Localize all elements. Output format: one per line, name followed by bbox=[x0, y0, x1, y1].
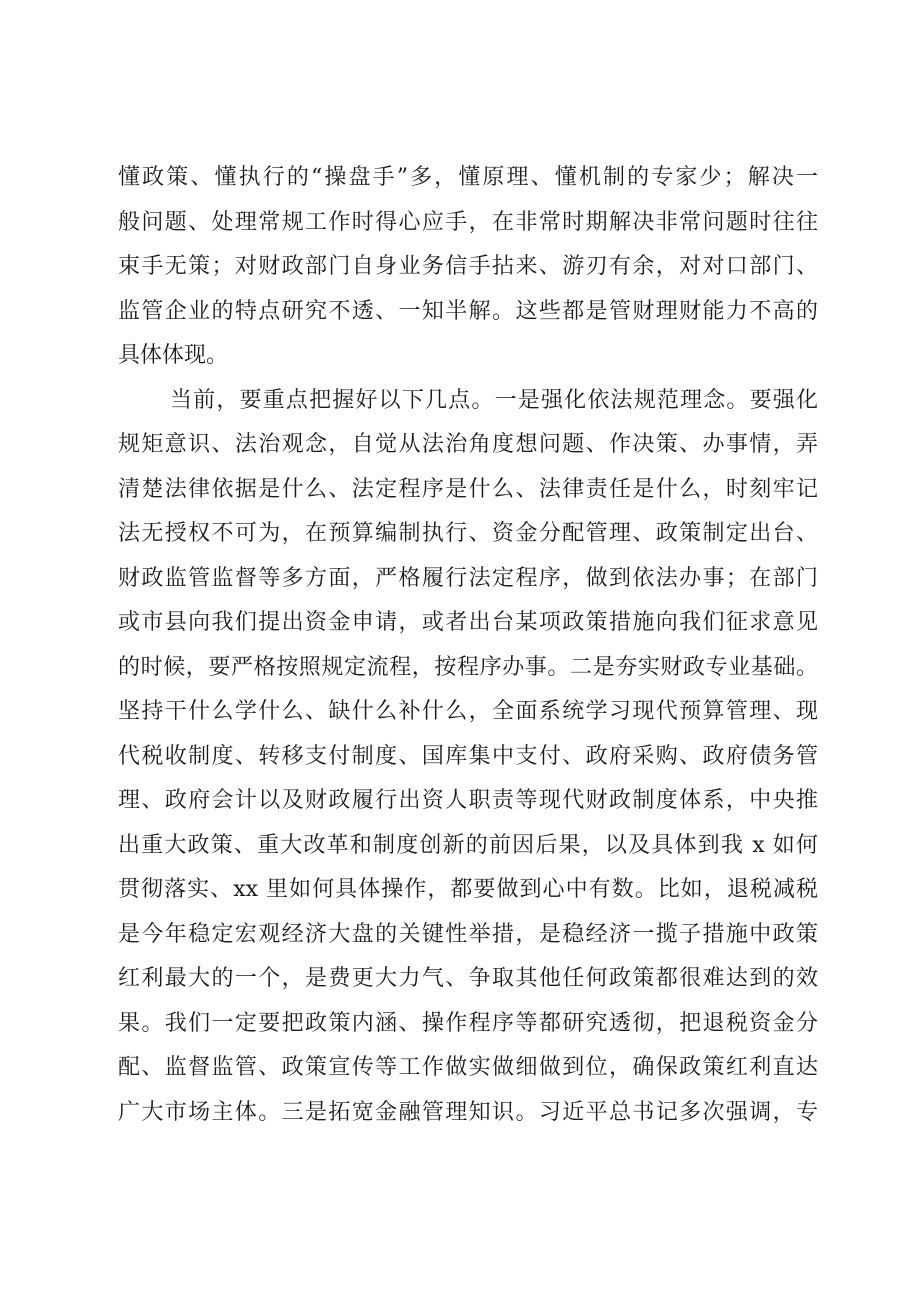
text-line: 出重大政策、重大改革和制度创新的前因后果，以及具体到我 x 如何 bbox=[118, 832, 818, 858]
text-line: 红利最大的一个，是费更大力气、争取其他任何政策都很难达到的效 bbox=[118, 966, 818, 991]
text-line: 监管企业的特点研究不透、一知半解。这些都是管财理财能力不高的 bbox=[118, 298, 818, 324]
text-line: 果。我们一定要把政策内涵、操作程序等都研究透彻，把退税资金分 bbox=[118, 1010, 818, 1036]
text-line: 束手无策；对财政部门自身业务信手拈来、游刃有余，对对口部门、 bbox=[118, 254, 818, 279]
text-line: 或市县向我们提出资金申请，或者出台某项政策措施向我们征求意见 bbox=[118, 610, 818, 635]
text-line: 般问题、处理常规工作时得心应手，在非常时期解决非常问题时往往 bbox=[118, 209, 818, 235]
text-line: 配、监督监管、政策宣传等工作做实做细做到位，确保政策红利直达 bbox=[118, 1055, 818, 1080]
text-line: 代税收制度、转移支付制度、国库集中支付、政府采购、政府债务管 bbox=[118, 743, 818, 769]
text-line: 广大市场主体。三是拓宽金融管理知识。习近平总书记多次强调，专 bbox=[118, 1099, 818, 1125]
text-line: 清楚法律依据是什么、法定程序是什么、法律责任是什么，时刻牢记 bbox=[118, 476, 818, 502]
text-line: 法无授权不可为，在预算编制执行、资金分配管理、政策制定出台、 bbox=[118, 521, 818, 546]
text-line: 是今年稳定宏观经济大盘的关键性举措，是稳经济一揽子措施中政策 bbox=[118, 921, 818, 947]
paragraph-first-line: 当前，要重点把握好以下几点。一是强化依法规范理念。要强化 bbox=[170, 387, 818, 413]
text-line: 的时候，要严格按照规定流程，按程序办事。二是夯实财政专业基础。 bbox=[118, 654, 818, 680]
text-line: 规矩意识、法治观念，自觉从法治角度想问题、作决策、办事情，弄 bbox=[118, 432, 818, 457]
text-line: 坚持干什么学什么、缺什么补什么，全面系统学习现代预算管理、现 bbox=[118, 699, 818, 724]
document-body bbox=[118, 156, 818, 1135]
text-line: 懂政策、懂执行的“操盘手”多，懂原理、懂机制的专家少；解决一 bbox=[118, 165, 818, 190]
text-line: 贯彻落实、xx 里如何具体操作，都要做到心中有数。比如，退税减税 bbox=[118, 877, 818, 902]
text-line: 具体体现。 bbox=[118, 343, 229, 368]
text-line: 理、政府会计以及财政履行出资人职责等现代财政制度体系，中央推 bbox=[118, 788, 818, 813]
text-line: 财政监管监督等多方面，严格履行法定程序，做到依法办事；在部门 bbox=[118, 565, 818, 591]
